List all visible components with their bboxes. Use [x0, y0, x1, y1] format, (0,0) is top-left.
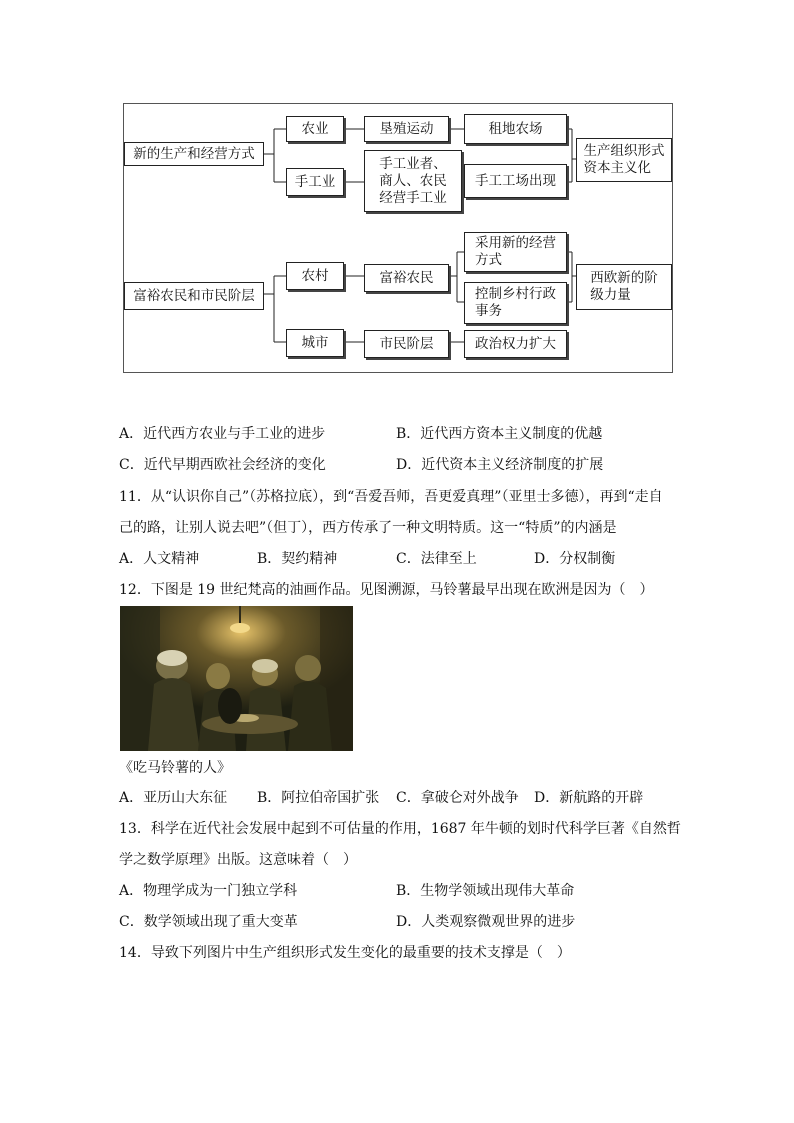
q12-painting-caption: 《吃马铃薯的人》 [119, 760, 231, 776]
diagram-box-new-production: 新的生产和经营方式 [124, 142, 264, 166]
potato-eaters-painting [120, 606, 353, 751]
q12-option-b: B．阿拉伯帝国扩张 [257, 790, 380, 806]
q11-stem-line2: 己的路，让别人说去吧”（但丁），西方传承了一种文明特质。这一“特质”的内涵是 [119, 520, 617, 536]
q10-option-c: C．近代早期西欧社会经济的变化 [119, 457, 326, 473]
q12-option-a: A．亚历山大东征 [119, 790, 228, 806]
diagram-box-city: 城市 [286, 329, 344, 357]
diagram-box-result-capitalist: 生产组织形式 资本主义化 [576, 138, 672, 182]
q13-option-c: C．数学领域出现了重大变革 [119, 914, 298, 930]
q14-stem: 14．导致下列图片中生产组织形式发生变化的最重要的技术支撑是（ ） [119, 945, 571, 961]
diagram-box-handicraft: 手工业 [286, 168, 344, 196]
q11-option-d: D．分权制衡 [534, 551, 616, 567]
diagram-box-new-mode: 采用新的经营 方式 [464, 232, 567, 272]
diagram-box-result-new-class: 西欧新的阶 级力量 [576, 264, 672, 310]
q12-option-c: C．拿破仑对外战争 [396, 790, 519, 806]
q11-option-c: C．法律至上 [396, 551, 477, 567]
q12-option-d: D．新航路的开辟 [534, 790, 644, 806]
q10-option-a: A．近代西方农业与手工业的进步 [119, 426, 326, 442]
q13-option-d: D．人类观察微观世界的进步 [396, 914, 576, 930]
q10-option-d: D．近代资本主义经济制度的扩展 [396, 457, 604, 473]
diagram-box-political-power: 政治权力扩大 [464, 330, 567, 358]
q13-option-a: A．物理学成为一门独立学科 [119, 883, 298, 899]
diagram-box-enclosure: 垦殖运动 [364, 116, 449, 142]
q13-stem-line1: 13．科学在近代社会发展中起到不可估量的作用，1687 年牛顿的划时代科学巨著《自然哲 [119, 821, 681, 837]
q13-stem-line2: 学之数学原理》出版。这意味着（ ） [119, 852, 357, 868]
diagram-box-rich-farmers-citizens: 富裕农民和市民阶层 [124, 282, 264, 310]
diagram-box-workshop: 手工工场出现 [464, 164, 567, 198]
diagram-box-agriculture: 农业 [286, 116, 344, 142]
q12-stem: 12．下图是 19 世纪梵高的油画作品。见图溯源，马铃薯最早出现在欧洲是因为（ ） [119, 582, 654, 598]
q10-option-b: B．近代西方资本主义制度的优越 [396, 426, 603, 442]
q11-option-b: B．契约精神 [257, 551, 338, 567]
diagram-box-craft-workers: 手工业者、 商人、农民 经营手工业 [364, 150, 462, 212]
diagram-box-rent-farm: 租地农场 [464, 114, 567, 144]
diagram-box-village: 农村 [286, 262, 344, 290]
diagram-box-citizens: 市民阶层 [364, 330, 449, 358]
concept-diagram [123, 103, 673, 373]
q11-option-a: A．人文精神 [119, 551, 200, 567]
q13-option-b: B．生物学领域出现伟大革命 [396, 883, 575, 899]
diagram-box-control-village: 控制乡村行政 事务 [464, 282, 567, 324]
q11-stem-line1: 11．从“认识你自己”（苏格拉底），到“吾爱吾师，吾更爱真理”（亚里士多德），再到“走自 [119, 489, 663, 505]
diagram-box-rich-farmer: 富裕农民 [364, 264, 449, 292]
